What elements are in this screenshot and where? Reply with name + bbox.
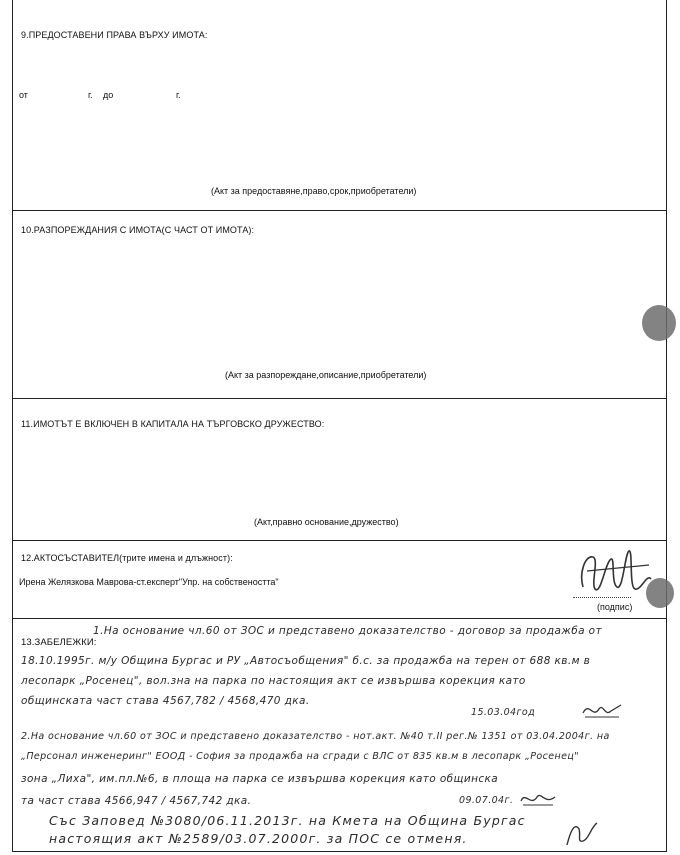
to-label: до <box>103 90 114 100</box>
signature-scribble <box>577 543 657 597</box>
note-1-initials <box>581 699 625 721</box>
punch-hole-mark-1 <box>642 305 676 341</box>
section-10-caption: (Акт за разпореждане,описание,приобретатели) <box>225 370 427 380</box>
note-1-line-1: 1.На основание чл.60 от ЗОС и представено доказателство - договор за продажба от <box>93 625 603 637</box>
note-3-line-1: Със Заповед №3080/06.11.2013г. на Кмета на Община Бургас <box>49 813 526 828</box>
from-label: от <box>19 90 28 100</box>
section-12-compiler <box>13 540 666 619</box>
section-10-disposals <box>13 210 666 399</box>
note-2-date: 09.07.04г. <box>459 795 514 806</box>
note-1-date: 15.03.04год <box>471 707 536 718</box>
section-10-title: 10.РАЗПОРЕЖДАНИЯ С ИМОТА(С ЧАСТ ОТ ИМОТА): <box>21 225 255 235</box>
section-11-company-capital <box>13 398 666 541</box>
section-13-notes <box>13 618 666 853</box>
year-label-1: г. <box>88 90 93 100</box>
section-9-granted-rights <box>13 0 666 210</box>
note-3-line-2: настоящия акт №2589/03.07.2000г. за ПОС се отменя. <box>49 831 468 846</box>
note-1-line-3: лесопарк „Росенец", вол.зна на парка по настоящия акт се извършва корекция като <box>21 675 526 687</box>
year-label-2: г. <box>176 90 181 100</box>
note-2-line-3: зона „Лиха", им.пл.№6, в площа на парка се извършва корекция като общинска <box>21 773 499 785</box>
section-12-title: 12.АКТОСЪСТАВИТЕЛ(трите имена и длъжност): <box>21 553 233 563</box>
note-3-signature <box>561 819 601 849</box>
section-11-caption: (Акт,правно основание,дружество) <box>254 517 399 527</box>
compiler-name: Ирена Желязкова Маврова-ст.експерт"Упр. на собствеността" <box>19 577 279 587</box>
note-2-line-1: 2.На основание чл.60 от ЗОС и представено доказателство - нот.акт. №40 т.II рег.№ 1351 от 03.04.2004г. на <box>21 731 610 742</box>
section-13-title: 13.ЗАБЕЛЕЖКИ: <box>21 637 97 648</box>
punch-hole-mark-2 <box>646 578 674 608</box>
note-2-line-4: та част става 4566,947 / 4567,742 дка. <box>21 795 252 807</box>
document-page <box>12 0 667 852</box>
section-9-caption: (Акт за предоставяне,право,срок,приобретатели) <box>211 186 417 196</box>
section-11-title: 11.ИМОТЪТ Е ВКЛЮЧЕН В КАПИТАЛА НА ТЪРГОВСКО ДРУЖЕСТВО: <box>21 419 325 429</box>
section-9-title: 9.ПРЕДОСТАВЕНИ ПРАВА ВЪРХУ ИМОТА: <box>21 30 208 40</box>
signature-caption: (подпис) <box>597 602 633 612</box>
note-1-line-4: общинската част става 4567,782 / 4568,470 дка. <box>21 695 310 707</box>
signature-line <box>573 597 631 598</box>
note-2-line-2: „Персонал инженеринг" ЕООД - София за продажба на сгради с ВЛС от 835 кв.м в лесопарк „Росенец" <box>21 751 579 762</box>
note-1-line-2: 18.10.1995г. м/у Община Бургас и РУ „Автосъобщения" б.с. за продажба на терен от 688 кв.м в <box>21 655 591 667</box>
note-2-initials <box>519 789 559 809</box>
